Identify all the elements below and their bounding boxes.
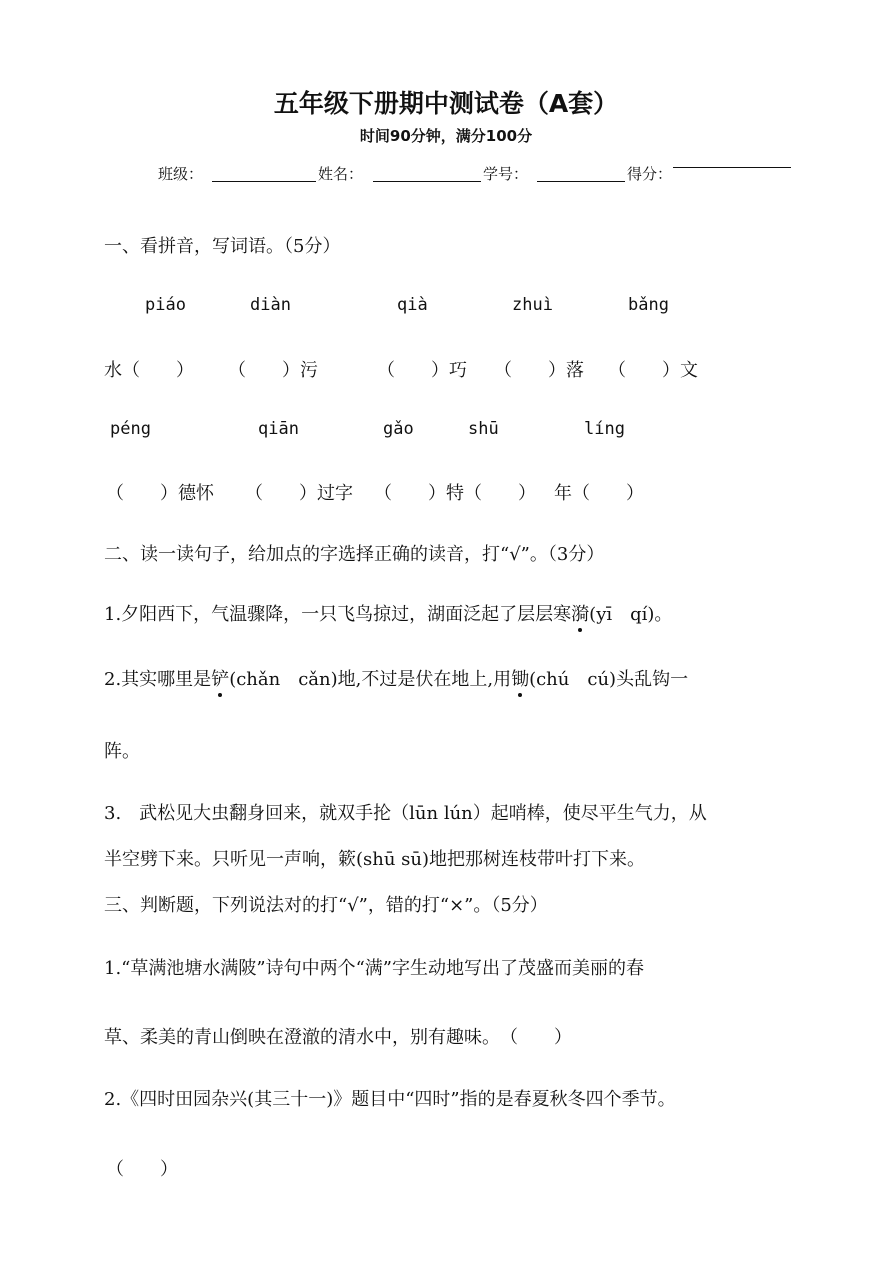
word-blank-3[interactable]: （ ）巧 <box>377 360 467 381</box>
q3-2-line1: 2.《四时田园杂兴(其三十一)》题目中“四时”指的是春夏秋冬四个季节。 <box>104 1089 676 1110</box>
question-2-2 <box>104 665 688 691</box>
q2-2-text-c[interactable]: (chú cú)头乱钩一 <box>529 669 689 690</box>
word-blank-2[interactable]: （ ）污 <box>228 360 318 381</box>
pinyin-gao: gǎo <box>383 419 414 439</box>
pinyin-zhui: zhuì <box>512 295 553 315</box>
word-blank-9[interactable]: 年（ ） <box>554 483 644 504</box>
q2-3-line2[interactable]: 半空劈下来。只听见一声响，簌(shū sū)地把那树连枝带叶打下来。 <box>104 849 646 870</box>
section3-heading: 三、判断题，下列说法对的打“√”，错的打“×”。（5分） <box>104 895 548 916</box>
q2-2-text-a: 2.其实哪里是 <box>104 669 212 690</box>
q3-1-line2[interactable]: 草、柔美的青山倒映在澄澈的清水中，别有趣味。 （ ） <box>104 1027 572 1048</box>
q3-2-answer-blank[interactable]: （ ） <box>106 1159 178 1180</box>
q2-1-options[interactable]: (yī qí)。 <box>589 604 673 625</box>
class-blank[interactable] <box>212 181 316 182</box>
q2-2-line2: 阵。 <box>104 741 140 762</box>
class-label: 班级： <box>158 165 204 183</box>
word-blank-6[interactable]: （ ）德怀 <box>106 483 214 504</box>
q2-1-text-before: 1.夕阳西下，气温骤降，一只飞鸟掠过，湖面泛起了层层寒 <box>104 604 572 625</box>
word-blank-8[interactable]: （ ）特（ ） <box>374 483 536 504</box>
section2-heading: 二、读一读句子，给加点的字选择正确的读音，打“√”。（3分） <box>104 544 605 565</box>
word-blank-4[interactable]: （ ）落 <box>494 360 584 381</box>
name-label: 姓名： <box>318 165 364 183</box>
student-id-label: 学号： <box>483 165 529 183</box>
score-label: 得分： <box>627 165 673 183</box>
pinyin-qia: qià <box>397 295 428 315</box>
q3-1-line1: 1.“草满池塘水满陂”诗句中两个“满”字生动地写出了茂盛而美丽的春 <box>104 958 644 979</box>
pinyin-peng: péng <box>110 419 151 439</box>
word-blank-7[interactable]: （ ）过字 <box>245 483 353 504</box>
section1-heading: 一、看拼音，写词语。（5分） <box>104 236 341 257</box>
dotted-char-chan: 铲 <box>211 665 229 691</box>
dotted-char-yi: 漪 <box>571 600 589 626</box>
pinyin-ling: líng <box>584 419 625 439</box>
question-2-1 <box>104 600 672 626</box>
pinyin-shu: shū <box>468 419 499 439</box>
exam-title: 五年级下册期中测试卷（A套） <box>273 89 619 118</box>
word-blank-1[interactable]: 水（ ） <box>104 360 194 381</box>
score-blank[interactable] <box>673 167 791 168</box>
word-blank-5[interactable]: （ ）文 <box>608 360 698 381</box>
pinyin-piao: piáo <box>145 295 186 315</box>
dotted-char-chu: 锄 <box>511 665 529 691</box>
q2-3-line1[interactable]: 3. 武松见大虫翻身回来，就双手抡（lūn lún）起哨棒，使尽平生气力，从 <box>104 803 707 824</box>
q2-2-text-b[interactable]: (chǎn cǎn)地,不过是伏在地上,用 <box>229 669 512 690</box>
pinyin-qian: qiān <box>258 419 299 439</box>
pinyin-bang: bǎng <box>628 295 669 315</box>
student-id-blank[interactable] <box>537 181 625 182</box>
name-blank[interactable] <box>373 181 481 182</box>
pinyin-dian: diàn <box>250 295 291 315</box>
exam-subtitle: 时间90分钟，满分100分 <box>359 127 533 145</box>
